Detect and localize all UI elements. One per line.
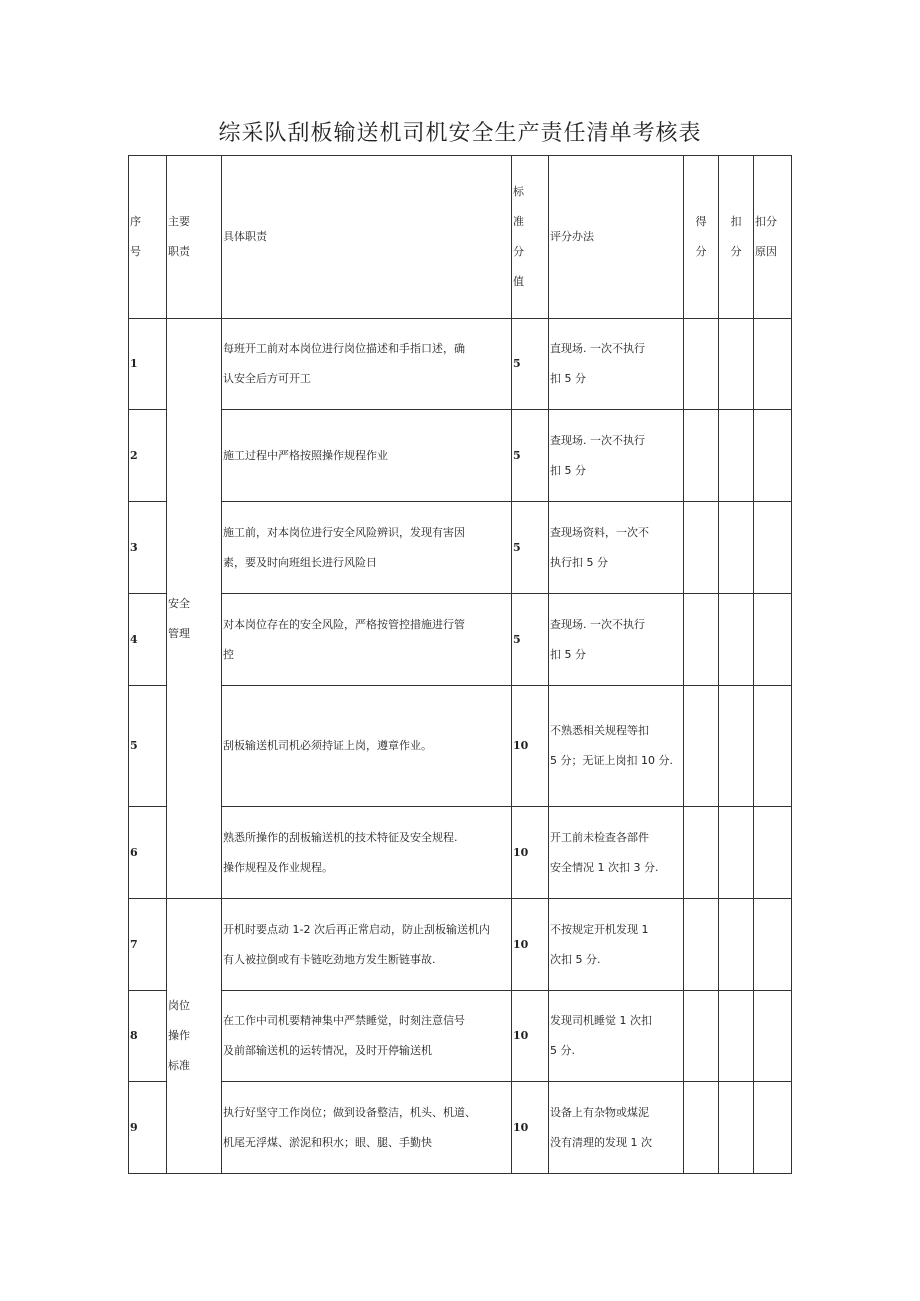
row-got xyxy=(684,686,719,807)
row-deduct xyxy=(719,594,754,686)
row-score: 5 xyxy=(512,410,549,502)
row-score: 10 xyxy=(512,807,549,899)
header-deduct: 扣 分 xyxy=(719,156,754,319)
row-score: 10 xyxy=(512,686,549,807)
header-row xyxy=(129,156,792,319)
row-reason xyxy=(754,410,792,502)
header-seq: 序 号 xyxy=(129,156,167,319)
row-reason xyxy=(754,899,792,991)
row-reason xyxy=(754,1082,792,1174)
row-seq: 1 xyxy=(129,319,167,410)
category-post-operation-standard: 岗位 操作 标准 xyxy=(167,899,222,1174)
row-seq: 3 xyxy=(129,502,167,594)
row-method: 开工前未检查各部件 安全情况 1 次扣 3 分. xyxy=(549,807,684,899)
table-row xyxy=(129,807,792,899)
row-seq: 7 xyxy=(129,899,167,991)
row-duty: 执行好坚守工作岗位；做到设备整洁，机头、机道、 机尾无浮煤、淤泥和积水；眼、腿、手勤快 xyxy=(222,1082,512,1174)
row-method: 查现场资料，一次不 执行扣 5 分 xyxy=(549,502,684,594)
row-duty: 施工过程中严格按照操作规程作业 xyxy=(222,410,512,502)
row-method: 设备上有杂物或煤泥 没有清理的发现 1 次 xyxy=(549,1082,684,1174)
header-reason: 扣分 原因 xyxy=(754,156,792,319)
header-detail: 具体职责 xyxy=(222,156,512,319)
row-score: 10 xyxy=(512,899,549,991)
page-title: 综采队刮板输送机司机安全生产责任清单考核表 xyxy=(218,121,702,146)
header-main-duty: 主要 职责 xyxy=(167,156,222,319)
row-deduct xyxy=(719,1082,754,1174)
row-got xyxy=(684,991,719,1082)
row-got xyxy=(684,410,719,502)
row-score: 5 xyxy=(512,319,549,410)
row-score: 5 xyxy=(512,594,549,686)
row-method: 不按规定开机发现 1 次扣 5 分. xyxy=(549,899,684,991)
row-got xyxy=(684,502,719,594)
table-row xyxy=(129,991,792,1082)
row-duty: 对本岗位存在的安全风险，严格按管控措施进行管 控 xyxy=(222,594,512,686)
row-method: 查现场. 一次不执行 扣 5 分 xyxy=(549,410,684,502)
row-seq: 6 xyxy=(129,807,167,899)
row-method: 直现场. 一次不执行 扣 5 分 xyxy=(549,319,684,410)
table-row xyxy=(129,594,792,686)
row-seq: 8 xyxy=(129,991,167,1082)
table-row xyxy=(129,1082,792,1174)
category-safety-management: 安全 管理 xyxy=(167,319,222,899)
header-standard: 标 准 分 值 xyxy=(512,156,549,319)
row-got xyxy=(684,807,719,899)
row-reason xyxy=(754,319,792,410)
row-duty: 每班开工前对本岗位进行岗位描述和手指口述，确 认安全后方可开工 xyxy=(222,319,512,410)
header-method: 评分办法 xyxy=(549,156,684,319)
row-got xyxy=(684,594,719,686)
row-seq: 4 xyxy=(129,594,167,686)
row-duty: 开机时要点动 1-2 次后再正常启动，防止刮板输送机内 有人被拉倒或有卡链吃劲地方发生断链事故. xyxy=(222,899,512,991)
row-duty: 施工前，对本岗位进行安全风险辨识，发现有害因 素，要及时向班组长进行风险日 xyxy=(222,502,512,594)
row-seq: 9 xyxy=(129,1082,167,1174)
row-deduct xyxy=(719,807,754,899)
row-reason xyxy=(754,502,792,594)
row-score: 5 xyxy=(512,502,549,594)
row-deduct xyxy=(719,899,754,991)
assessment-table xyxy=(128,155,792,1174)
row-seq: 2 xyxy=(129,410,167,502)
table-row xyxy=(129,410,792,502)
row-got xyxy=(684,1082,719,1174)
table-row xyxy=(129,686,792,807)
table-row xyxy=(129,899,792,991)
row-deduct xyxy=(719,319,754,410)
row-method: 发现司机睡觉 1 次扣 5 分. xyxy=(549,991,684,1082)
row-method: 查现场. 一次不执行 扣 5 分 xyxy=(549,594,684,686)
row-duty: 刮板输送机司机必须持证上岗，遵章作业。 xyxy=(222,686,512,807)
row-duty: 熟悉所操作的刮板输送机的技术特征及安全规程. 操作规程及作业规程。 xyxy=(222,807,512,899)
row-deduct xyxy=(719,502,754,594)
row-reason xyxy=(754,686,792,807)
row-deduct xyxy=(719,686,754,807)
row-got xyxy=(684,899,719,991)
row-seq: 5 xyxy=(129,686,167,807)
row-reason xyxy=(754,991,792,1082)
row-method: 不熟悉相关规程等扣 5 分；无证上岗扣 10 分. xyxy=(549,686,684,807)
row-deduct xyxy=(719,991,754,1082)
row-duty: 在工作中司机要精神集中严禁睡觉，时刻注意信号 及前部输送机的运转情况，及时开停输送机 xyxy=(222,991,512,1082)
row-deduct xyxy=(719,410,754,502)
table-row xyxy=(129,319,792,410)
row-score: 10 xyxy=(512,991,549,1082)
header-got: 得 分 xyxy=(684,156,719,319)
row-reason xyxy=(754,594,792,686)
table-row xyxy=(129,502,792,594)
row-reason xyxy=(754,807,792,899)
row-got xyxy=(684,319,719,410)
row-score: 10 xyxy=(512,1082,549,1174)
